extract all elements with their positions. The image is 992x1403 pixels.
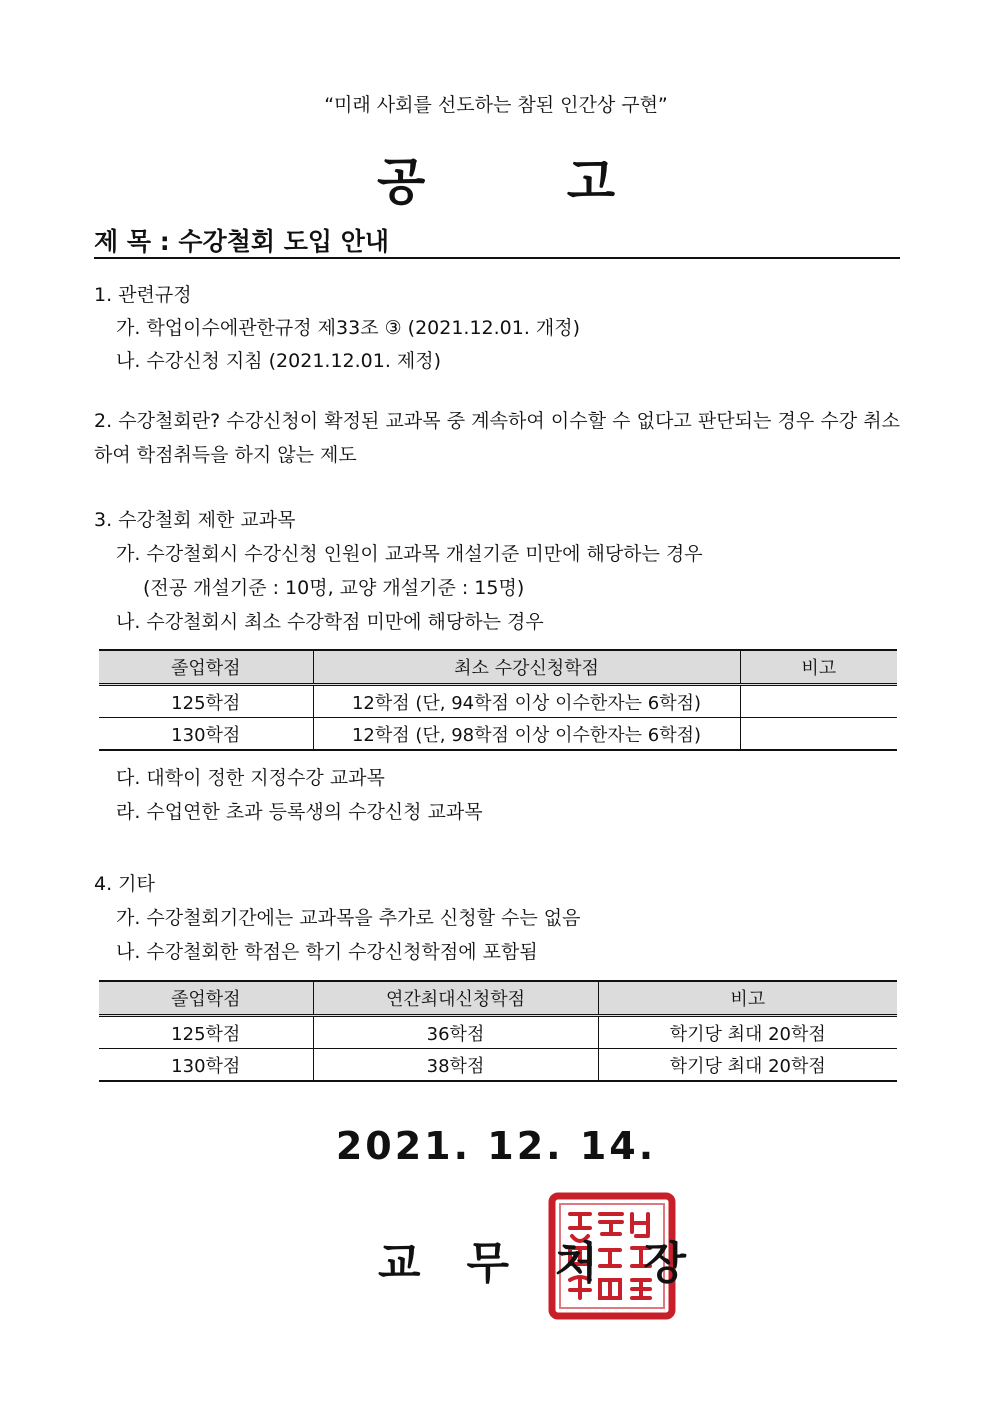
section-4-heading: 4. 기타 bbox=[94, 873, 155, 895]
section-1-item-b: 나. 수강신청 지침 (2021.12.01. 제정) bbox=[116, 350, 442, 372]
section-3-item-d: 라. 수업연한 초과 등록생의 수강신청 교과목 bbox=[116, 801, 483, 823]
section-2-text: 2. 수강철회란? 수강신청이 확정된 교과목 중 계속하여 이수할 수 없다고 판단되는 경우 수강 취소하여 학점취득을 하지 않는 제도 bbox=[94, 410, 900, 466]
table-header: 비고 bbox=[598, 981, 897, 1016]
section-4-item-b: 나. 수강철회한 학점은 학기 수강신청학점에 포함됨 bbox=[116, 941, 538, 963]
table-cell: 12학점 (단, 98학점 이상 이수한자는 6학점) bbox=[313, 718, 740, 751]
table-cell: 36학점 bbox=[313, 1016, 598, 1049]
table-cell: 125학점 bbox=[99, 685, 313, 718]
table-row bbox=[99, 718, 897, 751]
section-3-heading: 3. 수강철회 제한 교과목 bbox=[94, 509, 296, 531]
table-header: 최소 수강신청학점 bbox=[313, 650, 740, 685]
document-title: 공 고 bbox=[376, 153, 677, 211]
section-1-item-a: 가. 학업이수에관한규정 제33조 ③ (2021.12.01. 개정) bbox=[116, 317, 581, 339]
table-row bbox=[99, 685, 897, 718]
table-cell: 38학점 bbox=[313, 1049, 598, 1082]
section-1-heading: 1. 관련규정 bbox=[94, 284, 192, 306]
section-3-item-a: 가. 수강철회시 수강신청 인원이 교과목 개설기준 미만에 해당하는 경우 bbox=[116, 543, 703, 565]
table-header: 비고 bbox=[740, 650, 897, 685]
table-cell: 130학점 bbox=[99, 1049, 313, 1082]
max-credit-table bbox=[99, 980, 897, 1082]
table-cell: 학기당 최대 20학점 bbox=[598, 1049, 897, 1082]
table-row bbox=[99, 1049, 897, 1082]
table-cell bbox=[740, 718, 897, 751]
section-3-item-c: 다. 대학이 정한 지정수강 교과목 bbox=[116, 767, 385, 789]
section-3-item-a-note: (전공 개설기준 : 10명, 교양 개설기준 : 15명) bbox=[143, 577, 525, 599]
table-header: 연간최대신청학점 bbox=[313, 981, 598, 1016]
table-cell: 12학점 (단, 94학점 이상 이수한자는 6학점) bbox=[313, 685, 740, 718]
section-3-item-b: 나. 수강철회시 최소 수강학점 미만에 해당하는 경우 bbox=[116, 611, 544, 633]
table-header: 졸업학점 bbox=[99, 650, 313, 685]
issue-date: 2021. 12. 14. bbox=[335, 1124, 657, 1168]
table-cell: 125학점 bbox=[99, 1016, 313, 1049]
subject-line: 제 목 : 수강철회 도입 안내 bbox=[94, 227, 390, 256]
table-cell: 학기당 최대 20학점 bbox=[598, 1016, 897, 1049]
issuer-name: 교무처장 bbox=[378, 1238, 733, 1289]
subject-divider bbox=[94, 257, 900, 259]
section-4-item-a: 가. 수강철회기간에는 교과목을 추가로 신청할 수는 없음 bbox=[116, 907, 581, 929]
slogan: “미래 사회를 선도하는 참된 인간상 구현” bbox=[324, 94, 668, 116]
min-credit-table bbox=[99, 649, 897, 751]
table-cell bbox=[740, 685, 897, 718]
table-row bbox=[99, 1016, 897, 1049]
table-cell: 130학점 bbox=[99, 718, 313, 751]
table-header: 졸업학점 bbox=[99, 981, 313, 1016]
